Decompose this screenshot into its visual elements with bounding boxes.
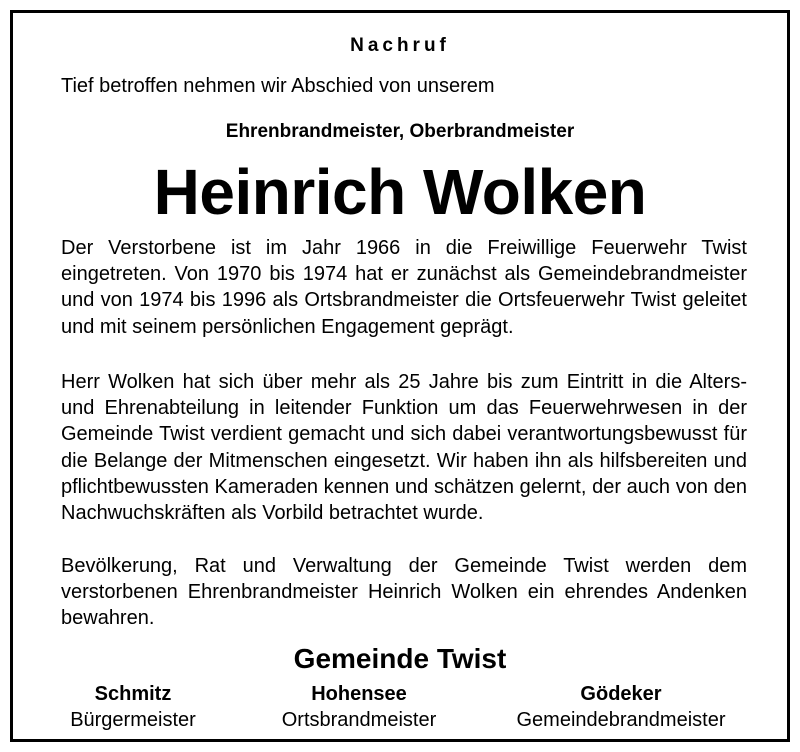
paragraph-service: Herr Wolken hat sich über mehr als 25 Jahre bis zum Eintritt in die Alters- und Ehrenabteilung in leitender Funktion um das Feuerwehrwesen in der Gemeinde Twist verdient gemacht und sich dabei verantwortungsbewusst für die Belange der Mitmenschen eingesetzt. Wir haben ihn als hilfsbereiten und pflichtbewussten Kameraden kennen und schätzen gelernt, der auch von den Nachwuchskräften als Vorbild betrachtet wurde. — [61, 371, 747, 525]
deceased-name: Heinrich Wolken — [153, 156, 647, 228]
signatory-municipal-fire-chief — [501, 681, 741, 733]
notice-heading: Nachruf — [350, 35, 450, 56]
signatory-title: Bürgermeister — [70, 709, 196, 731]
signatory-name: Hohensee — [311, 683, 407, 705]
intro-line: Tief betroffen nehmen wir Abschied von unserem — [61, 75, 495, 97]
rank-title: Ehrenbrandmeister, Oberbrandmeister — [225, 121, 575, 142]
organization-name: Gemeinde Twist — [293, 643, 507, 674]
signatory-local-fire-chief — [239, 681, 479, 733]
signatory-title: Ortsbrandmeister — [281, 709, 437, 731]
signatory-title: Gemeindebrandmeister — [516, 709, 726, 731]
signatory-name: Gödeker — [580, 683, 662, 705]
signatory-mayor — [13, 681, 253, 733]
paragraph-career: Der Verstorbene ist im Jahr 1966 in die Freiwillige Feuerwehr Twist eingetreten. Von 1970 bis 1974 hat er zunächst als Gemeindebrandmeister und von 1974 bis 1996 als Ortsbrandmeister die Ortsfeuerwehr Twist geleitet und mit seinem persönlichen Engagement geprägt. — [61, 237, 747, 338]
signatory-name: Schmitz — [94, 683, 172, 705]
paragraph-remembrance: Bevölkerung, Rat und Verwaltung der Gemeinde Twist werden dem verstorbenen Ehrenbrandmeister Heinrich Wolken ein ehrendes Andenken bewahren. — [61, 555, 747, 630]
obituary-notice — [10, 10, 790, 742]
